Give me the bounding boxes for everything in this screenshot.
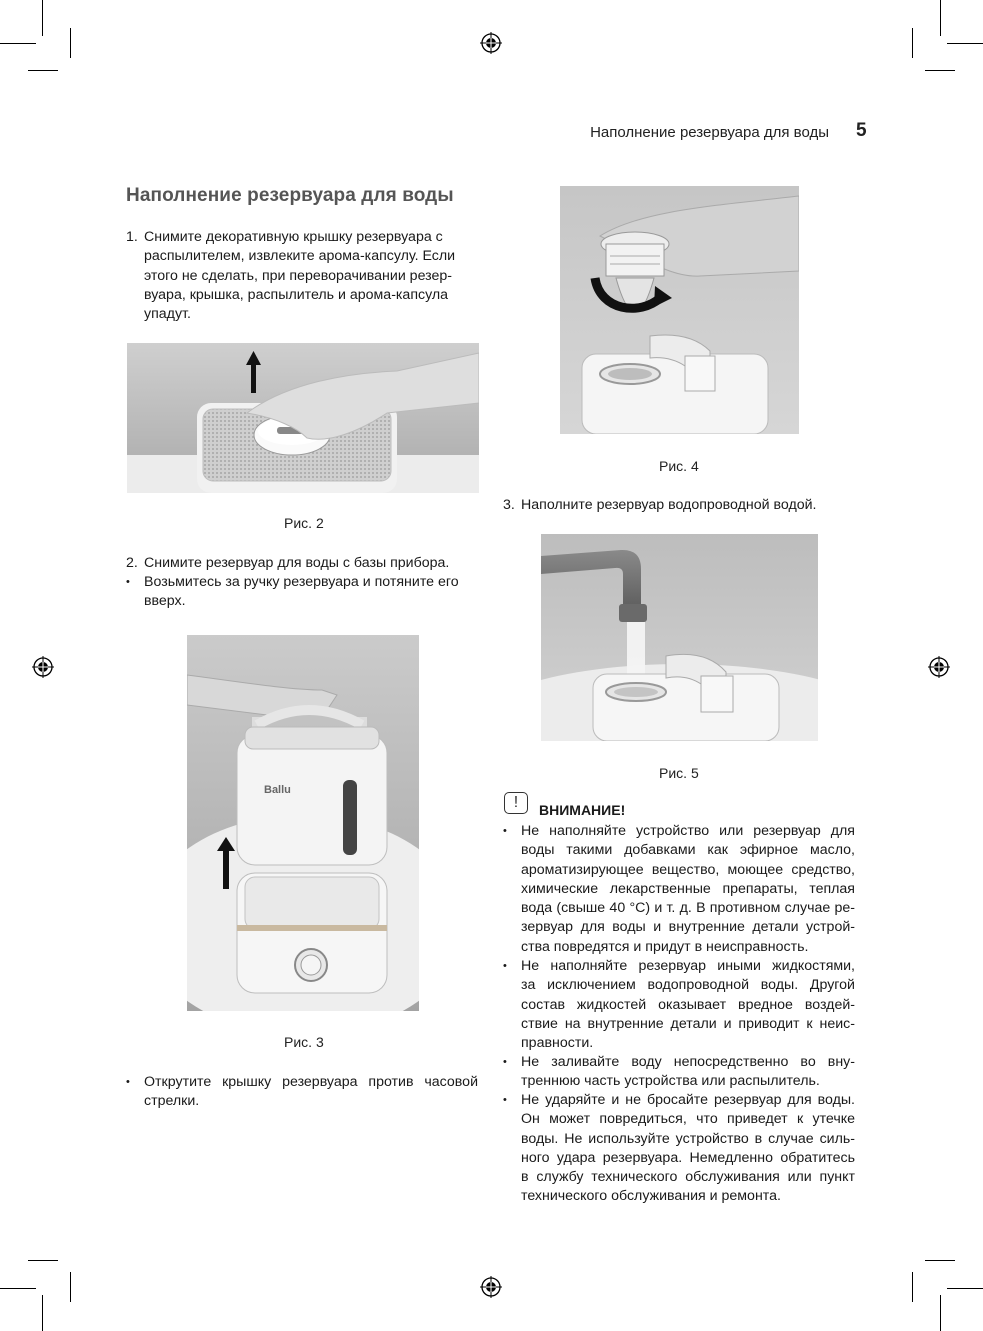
warning-line: зервуар для воды и внутренние детали устрой- xyxy=(521,919,855,936)
warning-line: треннюю часть устройства или распылитель. xyxy=(521,1073,820,1090)
bullet-unscrew-lid xyxy=(126,1073,478,1112)
step-2-number: 2. xyxy=(126,555,138,571)
bullet-line: Возьмитесь за ручку резервуара и потяните его xyxy=(144,574,459,590)
step-1-line: распылителем, извлеките арома-капсулу. Если xyxy=(144,248,456,265)
warning-item-3 xyxy=(503,1053,855,1092)
page-number: 5 xyxy=(856,120,867,141)
registration-mark-icon xyxy=(32,656,54,678)
running-title: Наполнение резервуара для воды xyxy=(590,124,829,141)
section-title: Наполнение резервуара для воды xyxy=(126,185,454,206)
warning-line: Не заливайте воду непосредственно во вну- xyxy=(521,1054,855,1070)
figure-5-caption: Рис. 5 xyxy=(659,765,699,781)
figure-3-image xyxy=(187,635,419,1011)
warning-line: в службу технического обслуживания или пункт xyxy=(521,1169,855,1186)
warning-title: ВНИМАНИЕ! xyxy=(539,802,626,818)
warning-line: правности. xyxy=(521,1035,594,1052)
step-2 xyxy=(126,554,486,573)
bullet-marker: • xyxy=(126,576,130,588)
figure-4-caption: Рис. 4 xyxy=(659,458,699,474)
bullet-line: Открутите крышку резервуара против часовой xyxy=(144,1074,478,1090)
warning-icon: ! xyxy=(504,792,528,814)
bullet-marker: • xyxy=(503,1056,507,1068)
warning-line: ства повредятся и придут в неисправность. xyxy=(521,938,809,955)
bullet-marker: • xyxy=(503,1094,507,1106)
step-1 xyxy=(126,228,486,324)
warning-item-1 xyxy=(503,822,855,957)
warning-line: за исключением водопроводной воды. Другой xyxy=(521,977,855,994)
warning-line: химические лекарственные препараты, теплая xyxy=(521,880,855,897)
step-1-line: этого не сделать, при переворачивании резер- xyxy=(144,267,453,284)
warning-line: воды такими добавками как эфирное масло, xyxy=(521,842,855,859)
warning-line: Не ударяйте и не бросайте резервуар для воды. xyxy=(521,1092,855,1108)
bullet-line: стрелки. xyxy=(144,1093,200,1110)
bullet-line: вверх. xyxy=(144,593,186,610)
warning-line: Он может повредиться, что приведет к утечке xyxy=(521,1111,855,1128)
step-2-text: Снимите резервуар для воды с базы прибора. xyxy=(144,555,450,571)
figure-4-image xyxy=(560,186,799,434)
step-3-number: 3. xyxy=(503,497,515,513)
registration-mark-icon xyxy=(928,656,950,678)
warning-line: ароматизирующее вещество, моющее средство, xyxy=(521,861,855,878)
bullet-lift-tank xyxy=(126,573,478,612)
bullet-marker: • xyxy=(503,960,507,972)
warning-line: технического обслуживания и ремонта. xyxy=(521,1188,781,1205)
figure-2-image xyxy=(127,343,479,493)
step-1-line: упадут. xyxy=(144,306,191,323)
figure-5-image xyxy=(541,534,818,741)
warning-line: ствие на внутренние детали и приводит к неис- xyxy=(521,1015,855,1032)
warning-line: вода (свыше 40 °С) и т. д. В противном случае ре- xyxy=(521,900,855,917)
bullet-marker: • xyxy=(503,825,507,837)
figure-2-caption: Рис. 2 xyxy=(284,515,324,531)
bullet-marker: • xyxy=(126,1076,130,1088)
warning-line: Не наполняйте резервуар иными жидкостями, xyxy=(521,958,855,974)
warning-line: состав жидкостей оказывает вредное воздей- xyxy=(521,996,855,1013)
registration-mark-icon xyxy=(480,32,502,54)
warning-line: Не наполняйте устройство или резервуар для xyxy=(521,823,855,839)
warning-line: воды. Не используйте устройство в случае силь- xyxy=(521,1130,855,1147)
warning-item-2 xyxy=(503,957,855,1053)
step-1-line: Снимите декоративную крышку резервуара с xyxy=(144,229,443,245)
step-1-number: 1. xyxy=(126,229,138,245)
warning-item-4 xyxy=(503,1091,855,1207)
warning-line: ного удара резервуара. Немедленно обратитесь xyxy=(521,1149,855,1166)
step-3 xyxy=(503,496,863,515)
step-3-text: Наполните резервуар водопроводной водой. xyxy=(521,497,817,513)
step-1-line: вуара, крышка, распылитель и арома-капсула xyxy=(144,286,449,303)
registration-mark-icon xyxy=(480,1276,502,1298)
brand-label: Ballu xyxy=(264,784,291,796)
figure-3-caption: Рис. 3 xyxy=(284,1034,324,1050)
